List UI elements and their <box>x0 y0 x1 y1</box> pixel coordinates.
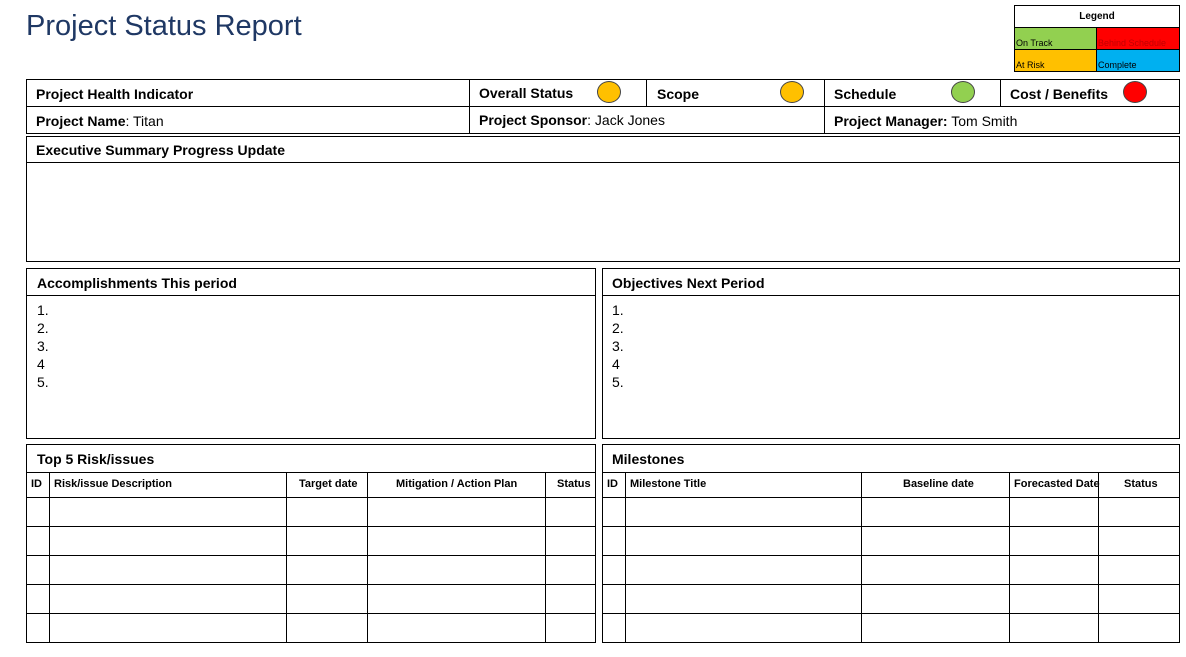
page-title: Project Status Report <box>26 10 302 42</box>
objectives-section <box>602 268 1180 439</box>
list-item: 2. <box>612 320 624 336</box>
accomplishments-title: Accomplishments This period <box>37 275 237 291</box>
risks-col-description: Risk/issue Description <box>54 478 172 490</box>
legend <box>1014 5 1180 72</box>
cost-benefits-indicator-icon <box>1123 81 1147 103</box>
accomplishments-section <box>26 268 596 439</box>
project-manager <box>834 113 1017 129</box>
project-name <box>36 113 164 129</box>
list-item: 1. <box>37 302 49 318</box>
list-item: 5. <box>37 374 49 390</box>
scope-label: Scope <box>657 86 700 102</box>
executive-summary-title: Executive Summary Progress Update <box>36 142 285 158</box>
accomplishments-list <box>37 301 49 391</box>
schedule-label: Schedule <box>834 86 897 102</box>
legend-behind-schedule: Behind Schedule <box>1097 28 1179 50</box>
list-item: 3. <box>37 338 49 354</box>
scope-indicator-icon <box>780 81 804 103</box>
health-indicator-label: Project Health Indicator <box>36 86 194 102</box>
legend-title: Legend <box>1015 6 1179 28</box>
legend-on-track: On Track <box>1015 28 1097 50</box>
risks-col-target-date: Target date <box>299 478 358 490</box>
project-sponsor <box>479 112 665 128</box>
schedule-indicator-icon <box>951 81 975 103</box>
project-manager-value: Tom Smith <box>947 113 1018 129</box>
objectives-title: Objectives Next Period <box>612 275 765 291</box>
legend-at-risk: At Risk <box>1015 50 1097 71</box>
milestones-col-id: ID <box>607 478 618 490</box>
risks-col-mitigation: Mitigation / Action Plan <box>396 478 518 490</box>
list-item: 5. <box>612 374 624 390</box>
milestones-col-forecasted-date: Forecasted Date <box>1014 478 1100 490</box>
objectives-list <box>612 301 624 391</box>
project-manager-label: Project Manager: <box>834 113 948 129</box>
list-item: 1. <box>612 302 624 318</box>
list-item: 4 <box>612 356 620 372</box>
milestones-col-baseline-date: Baseline date <box>903 478 974 490</box>
project-sponsor-label: Project Sponsor <box>479 112 588 128</box>
overall-status-indicator-icon <box>597 81 621 103</box>
risks-title: Top 5 Risk/issues <box>37 451 155 467</box>
risks-col-id: ID <box>31 478 42 490</box>
overall-status-label: Overall Status <box>479 85 574 101</box>
list-item: 2. <box>37 320 49 336</box>
project-sponsor-value: : Jack Jones <box>587 112 665 128</box>
milestones-title: Milestones <box>612 451 685 467</box>
list-item: 4 <box>37 356 45 372</box>
list-item: 3. <box>612 338 624 354</box>
cost-benefits-label: Cost / Benefits <box>1010 86 1109 102</box>
milestones-col-title: Milestone Title <box>630 478 707 490</box>
legend-complete: Complete <box>1097 50 1179 71</box>
project-name-value: : Titan <box>125 113 164 129</box>
risks-col-status: Status <box>557 478 591 490</box>
milestones-col-status: Status <box>1124 478 1158 490</box>
project-name-label: Project Name <box>36 113 126 129</box>
